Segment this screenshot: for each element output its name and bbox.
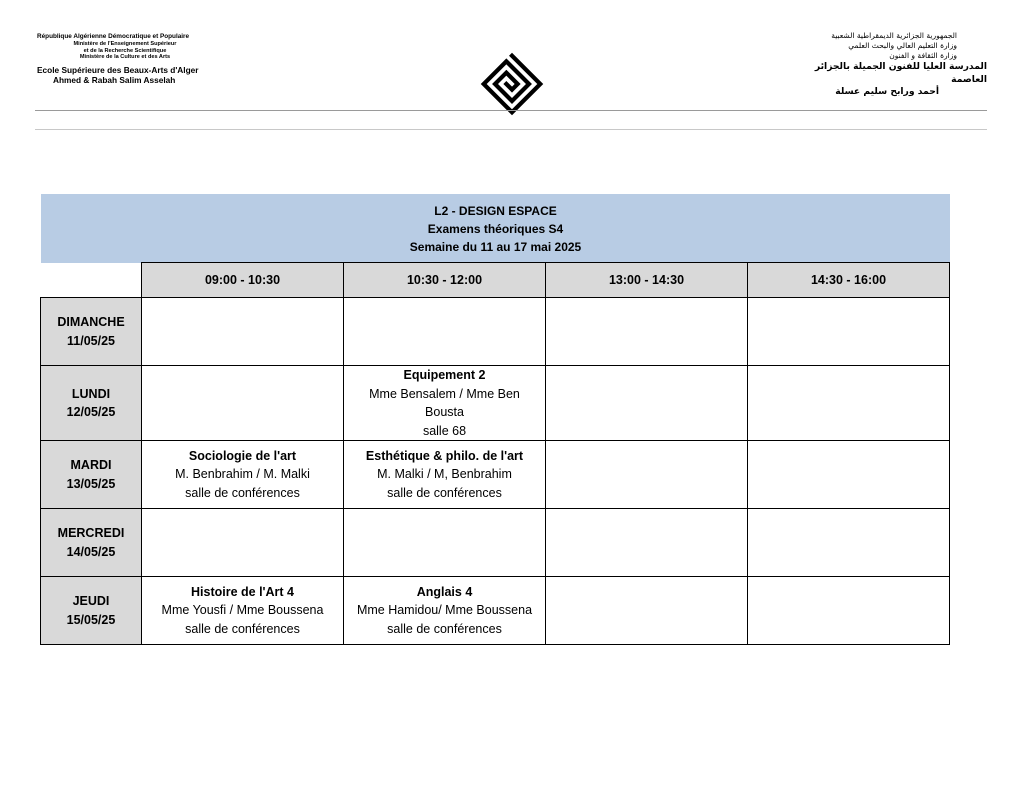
header-divider xyxy=(35,110,987,111)
corner-cell xyxy=(41,263,142,298)
exam-cell-empty xyxy=(142,509,344,577)
day-cell xyxy=(41,441,142,509)
day-name: DIMANCHE xyxy=(57,315,125,329)
course-name: Equipement 2 xyxy=(403,368,486,382)
exam-cell xyxy=(142,441,344,509)
day-name: MERCREDI xyxy=(57,526,125,540)
ministry-culture-label-ar: وزارة الثقافة و الفنون xyxy=(889,51,957,61)
day-date: 11/05/25 xyxy=(67,333,115,348)
course-name: Anglais 4 xyxy=(416,584,473,599)
day-cell xyxy=(41,577,142,645)
day-date: 14/05/25 xyxy=(66,544,116,559)
exam-cell-empty xyxy=(546,366,748,441)
exam-cell-empty xyxy=(344,509,546,577)
school-subname-ar: أحمد ورابح سليم عسلة xyxy=(835,86,939,98)
exam-cell-empty xyxy=(748,366,950,441)
table-header-row xyxy=(41,263,950,298)
day-date: 15/05/25 xyxy=(66,612,116,627)
exam-type-title: Examens théoriques S4 xyxy=(427,222,564,236)
header-divider-light xyxy=(35,129,987,130)
exam-cell xyxy=(142,577,344,645)
course-name: Sociologie de l'art xyxy=(188,448,297,463)
header-left xyxy=(37,33,237,85)
exam-cell-empty xyxy=(344,298,546,366)
exam-cell-empty xyxy=(142,298,344,366)
day-cell xyxy=(41,298,142,366)
header-right xyxy=(777,31,987,99)
school-logo-icon xyxy=(480,52,544,116)
exam-cell-empty xyxy=(748,298,950,366)
teachers-cont: Bousta xyxy=(425,405,464,419)
room: salle 68 xyxy=(422,423,467,438)
course-name: Histoire de l'Art 4 xyxy=(191,584,294,599)
school-name: Ecole Supérieure des Beaux-Arts d'Alger xyxy=(37,65,199,76)
teachers: Mme Yousfi / Mme Boussena xyxy=(161,603,324,618)
school-subname: Ahmed & Rabah Salim Asselah xyxy=(53,75,176,86)
room: salle de conférences xyxy=(185,485,300,500)
exam-cell-empty xyxy=(546,509,748,577)
week-title: Semaine du 11 au 17 mai 2025 xyxy=(409,240,582,254)
table-row xyxy=(41,509,950,577)
room: salle de conférences xyxy=(387,621,502,636)
day-cell xyxy=(41,509,142,577)
ministry-research-label: et de la Recherche Scientifique xyxy=(83,47,167,54)
exam-cell-empty xyxy=(748,509,950,577)
exam-cell-empty xyxy=(748,577,950,645)
exam-cell xyxy=(344,441,546,509)
table-row xyxy=(41,298,950,366)
ministry-higher-ed-label-ar: وزارة التعليم العالي والبحث العلمي xyxy=(848,41,957,51)
day-date: 12/05/25 xyxy=(66,405,116,419)
table-row xyxy=(41,366,950,441)
course-name: Esthétique & philo. de l'art xyxy=(365,448,524,463)
republic-label: République Algérienne Démocratique et Populaire xyxy=(37,33,190,40)
ministry-higher-ed-label: Ministère de l'Enseignement Supérieur xyxy=(73,40,177,47)
school-name-ar: المدرسة العليا للفنون الجميلة بالجزائر العاصمة xyxy=(814,61,987,85)
timeslot-header: 13:00 - 14:30 xyxy=(546,263,748,298)
program-title: L2 - DESIGN ESPACE xyxy=(434,204,557,218)
republic-label-ar: الجمهورية الجزائرية الديمقراطية الشعبية xyxy=(831,31,957,40)
exam-cell-empty xyxy=(546,441,748,509)
schedule-title-band xyxy=(41,194,950,263)
teachers: M. Malki / M, Benbrahim xyxy=(377,467,512,482)
timeslot-header: 10:30 - 12:00 xyxy=(344,263,546,298)
table-row xyxy=(41,441,950,509)
exam-cell-empty xyxy=(546,298,748,366)
exam-cell xyxy=(344,366,546,441)
exam-cell-empty xyxy=(546,577,748,645)
exam-cell-empty xyxy=(142,366,344,441)
timeslot-header: 09:00 - 10:30 xyxy=(142,263,344,298)
table-row xyxy=(41,577,950,645)
room: salle de conférences xyxy=(185,621,300,636)
day-name: MARDI xyxy=(70,458,112,472)
teachers: M. Benbrahim / M. Malki xyxy=(175,467,310,482)
day-name: JEUDI xyxy=(72,594,110,608)
teachers: Mme Hamidou/ Mme Boussena xyxy=(356,603,533,618)
exam-cell xyxy=(344,577,546,645)
day-date: 13/05/25 xyxy=(66,476,116,491)
timeslot-header: 14:30 - 16:00 xyxy=(748,263,950,298)
exam-schedule-table xyxy=(40,262,950,645)
day-name: LUNDI xyxy=(71,386,111,401)
room: salle de conférences xyxy=(387,485,502,500)
day-cell xyxy=(41,366,142,441)
ministry-culture-label: Ministère de la Culture et des Arts xyxy=(79,54,171,61)
exam-cell-empty xyxy=(748,441,950,509)
teachers: Mme Bensalem / Mme Ben xyxy=(369,386,520,401)
